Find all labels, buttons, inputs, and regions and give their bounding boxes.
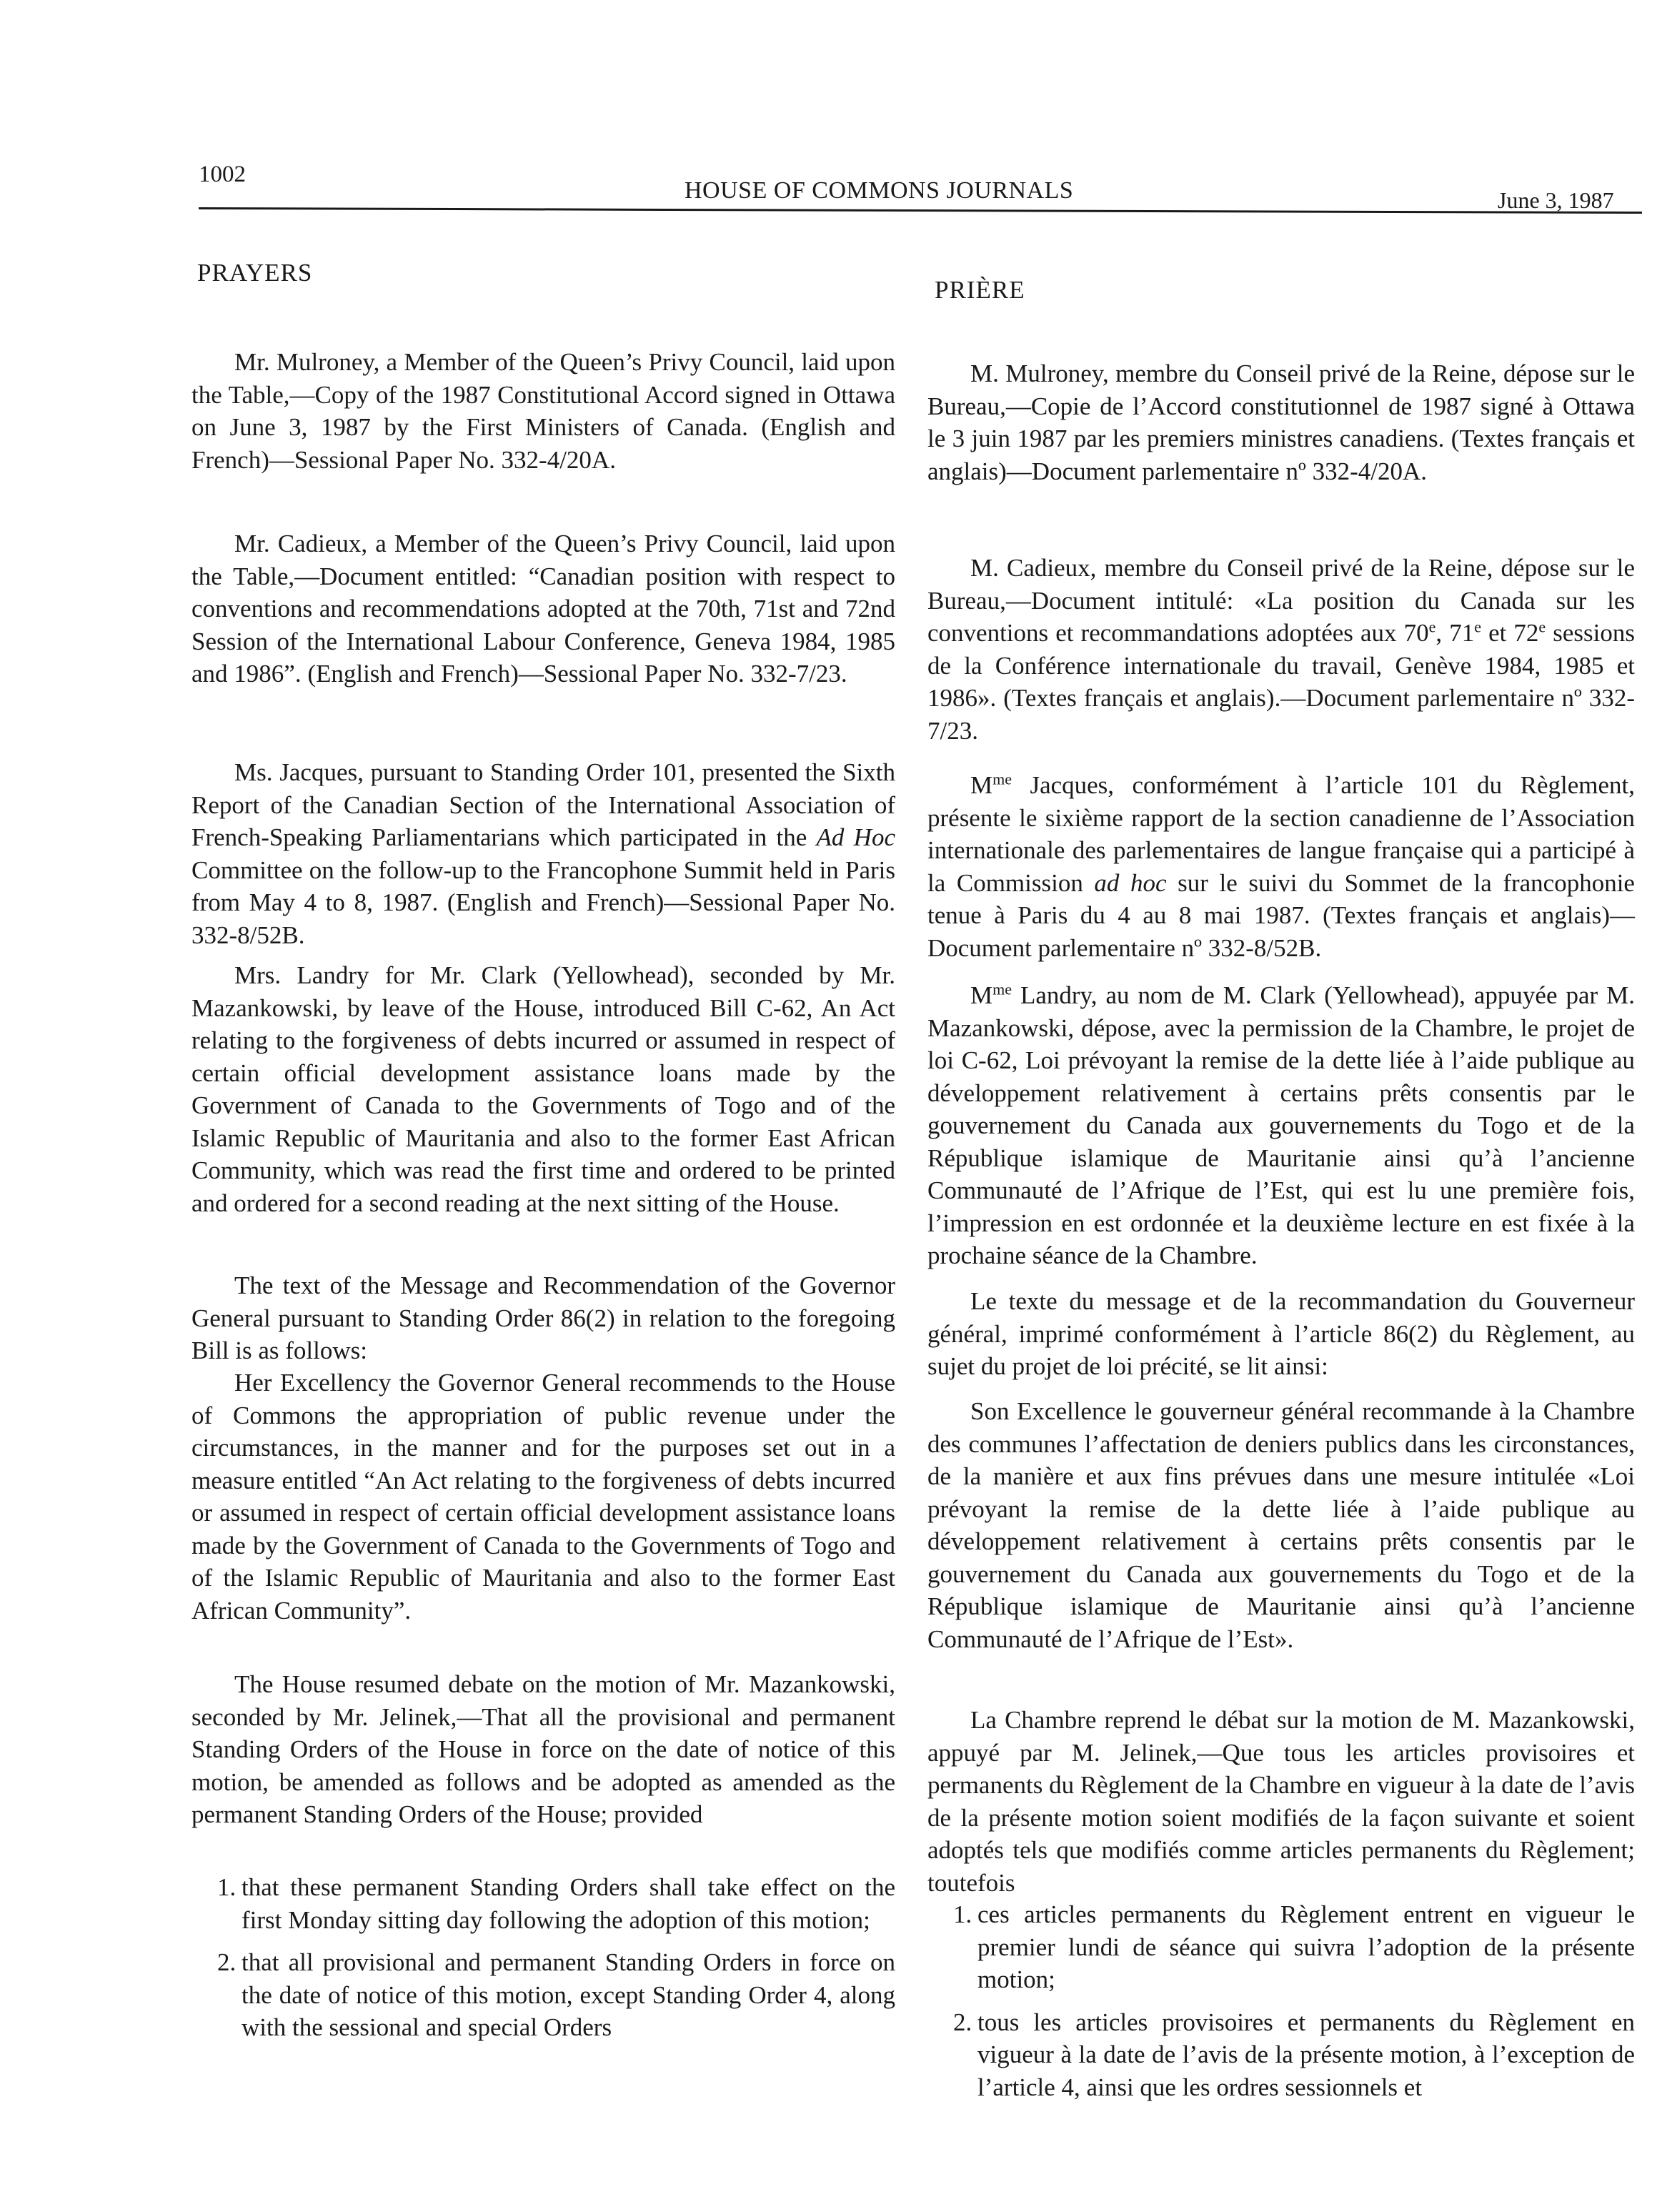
list-item: 1. that these permanent Standing Orders shall take effect on the first Monday sitting day following the adoption of this motion; [217, 1873, 895, 1934]
english-recommendation: Her Excellency the Governor General recommends to the House of Commons the appropriation of public revenue under the circumstances, in the manner and for the purposes set out in a measure entitled “An Act relating to the forgiveness of debts incurred or assumed in respect of certain official development assistance loans made by the Government of Canada to the Governments of Togo and of the Islamic Republic of Mauritania and also to the former East African Community”. [191, 1369, 895, 1625]
english-list [191, 1871, 895, 2044]
english-paragraph-5: The text of the Message and Recommendation of the Governor General pursuant to Standing Order 86(2) in relation to the foregoing Bill is as follows: [191, 1271, 895, 1364]
running-title: HOUSE OF COMMONS JOURNALS [685, 177, 1074, 204]
french-paragraph-1: M. Mulroney, membre du Conseil privé de la Reine, dépose sur le Bureau,—Copie de l’Accord constitutionnel de 1987 signé à Ottawa le 3 juin 1987 par les premiers ministres canadiens. (Textes français et anglais)—Document parlementaire nº 332-4/20A. [927, 359, 1635, 485]
list-item: 1. ces articles permanents du Règlement entrent en vigueur le premier lundi de séance qui suivra l’adoption de la présente motion; [953, 1900, 1635, 1993]
french-paragraph-5: Le texte du message et de la recommandation du Gouverneur général, imprimé conformément à l’article 86(2) du Règlement, au sujet du projet de loi précité, se lit ainsi: [927, 1287, 1635, 1380]
english-heading: PRAYERS [197, 259, 313, 287]
english-paragraph-4: Mrs. Landry for Mr. Clark (Yellowhead), seconded by Mr. Mazankowski, by leave of the House, introduced Bill C-62, An Act relating to the forgiveness of debts incurred or assumed in respect of certain official development assistance loans made by the Government of Canada to the Governments of Togo and of the Islamic Republic of Mauritania and also to the former East African Community, which was read the first time and ordered to be printed and ordered for a second reading at the next sitting of the House. [191, 961, 895, 1217]
french-recommendation: Son Excellence le gouverneur général recommande à la Chambre des communes l’affectation de deniers publics dans les circonstances, de la manière et aux fins prévues dans une mesure intitulée «Loi prévoyant la remise de la dette liée à l’aide publique au développement relativement à certains prêts consentis par le gouvernement du Canada aux gouvernements du Togo et de la République islamique de Mauritanie ainsi qu’à l’ancienne Communauté de l’Afrique de l’Est». [927, 1397, 1635, 1653]
french-paragraph-2: M. Cadieux, membre du Conseil privé de la Reine, dépose sur le Bureau,—Document intitulé: «La position du Canada sur les conventions et recommandations adoptées aux 70e, 71e et 72e sessions de la Conférence internationale du travail, Genève 1984, 1985 et 1986». (Textes français et anglais).—Document parlementaire nº 332-7/23. [927, 554, 1636, 745]
french-provisos [927, 1898, 1635, 2103]
page-date: June 3, 1987 [1498, 187, 1614, 213]
french-heading: PRIÈRE [935, 276, 1025, 304]
list-item: 2. tous les articles provisoires et permanents du Règlement en vigueur à la date de l’avis de la présente motion, à l’exception de l’article 4, ainsi que les ordres sessionnels et [953, 2008, 1635, 2101]
english-paragraph-1: Mr. Mulroney, a Member of the Queen’s Privy Council, laid upon the Table,—Copy of the 1987 Constitutional Accord signed in Ottawa on June 3, 1987 by the First Ministers of Canada. (English and French)—Sessional Paper No. 332-4/20A. [191, 348, 895, 474]
french-paragraph-3: $M^{me}$ Jacques, conformément à l’article 101 du Règlement, présente le sixième rapport de la section canadienne de l’Association internationale des parlementaires de langue française qui a participé à la Commission ad hoc sur le suivi du Sommet de la francophonie tenue à Paris du 4 au 8 mai 1987. (Textes français et anglais)—Document parlementaire nº 332-8/52B. [927, 770, 1635, 962]
french-list [927, 1898, 1635, 2103]
page-number: 1002 [199, 162, 246, 187]
english-paragraph-2: Mr. Cadieux, a Member of the Queen’s Privy Council, laid upon the Table,—Document entitled: “Canadian position with respect to conventions and recommendations adopted at the 70th, 71st and 72nd Session of the International Labour Conference, Geneva 1984, 1985 and 1986”. (English and French)—Sessional Paper No. 332-7/23. [191, 530, 895, 688]
list-item: 2. that all provisional and permanent Standing Orders in force on the date of notice of this motion, except Standing Order 4, along with the sessional and special Orders [217, 1948, 895, 2041]
header-rule [199, 207, 1642, 214]
english-paragraph-3: Ms. Jacques, pursuant to Standing Order 101, presented the Sixth Report of the Canadian Section of the International Association of French-Speaking Parliamentarians which participated in the Ad Hoc Committee on the follow-up to the Francophone Summit held in Paris from May 4 to 8, 1987. (English and French)—Sessional Paper No. 332-8/52B. [191, 758, 895, 949]
french-paragraph-7: La Chambre reprend le débat sur la motion de M. Mazankowski, appuyé par M. Jelinek,—Que tous les articles provisoires et permanents du Règlement de la Chambre en vigueur à la date de l’avis de la présente motion soient modifiés de la façon suivante et soient adoptés tels que modifiés comme articles permanents du Règlement; toutefois [927, 1706, 1635, 1897]
french-paragraph-4: $M^{me}$ Landry, au nom de M. Clark (Yellowhead), appuyée par M. Mazankowski, dépose, avec la permission de la Chambre, le projet de loi C-62, Loi prévoyant la remise de la dette liée à l’aide publique au développement relativement à certains prêts consentis par le gouvernement du Canada aux gouvernements du Togo et de la République islamique de Mauritanie ainsi qu’à l’ancienne Communauté de l’Afrique de l’Est, qui est lu une première fois, l’impression en est ordonnée et la deuxième lecture en est fixée à la prochaine séance de la Chambre. [927, 980, 1635, 1269]
english-paragraph-7: The House resumed debate on the motion of Mr. Mazankowski, seconded by Mr. Jelinek,—That all the provisional and permanent Standing Orders of the House in force on the date of notice of this motion, be amended as follows and be adopted as amended as the permanent Standing Orders of the House; provided [191, 1670, 895, 1828]
english-provisos [191, 1871, 895, 2044]
